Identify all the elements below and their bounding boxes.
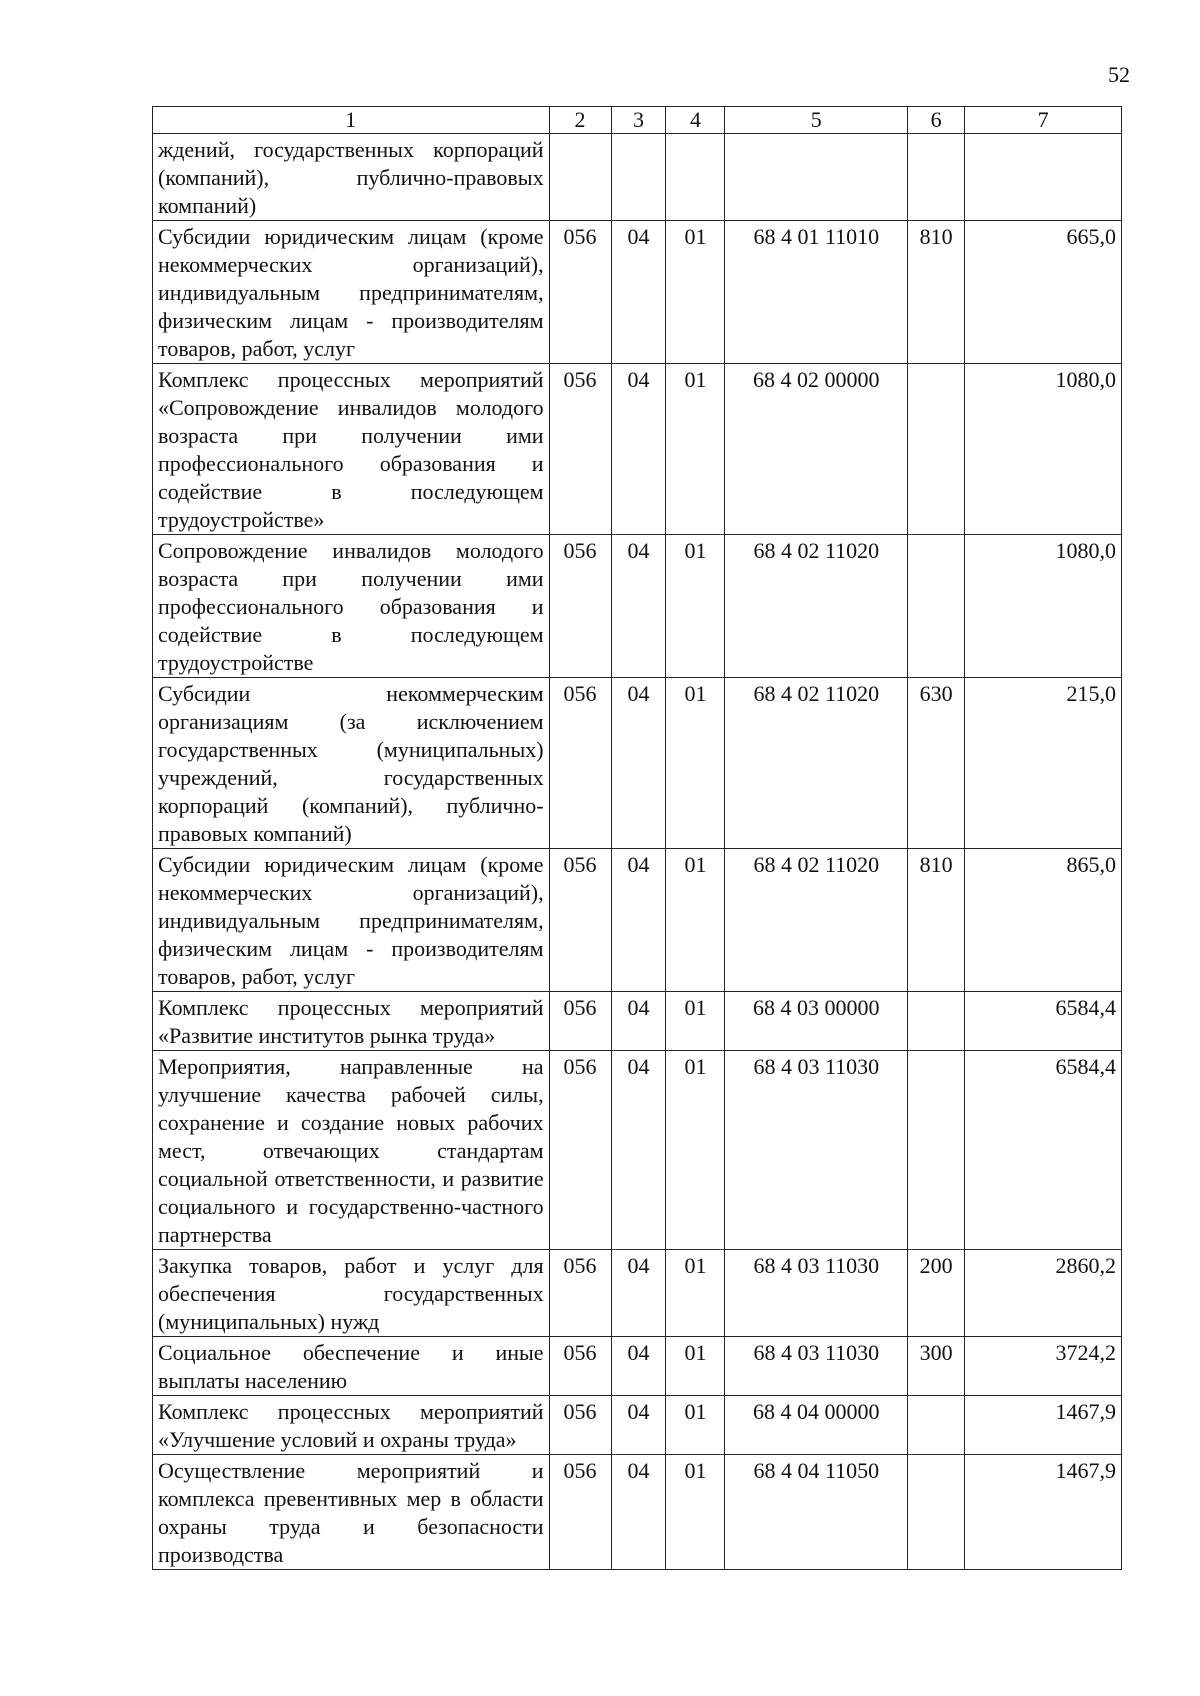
row-code-2: 056 (549, 992, 611, 1051)
row-code-6 (908, 1455, 965, 1570)
row-code-2: 056 (549, 678, 611, 849)
row-code-6 (908, 364, 965, 535)
row-code-4: 01 (666, 1337, 725, 1396)
table-row (153, 221, 1122, 364)
row-code-5: 68 4 04 00000 (725, 1396, 908, 1455)
row-code-4: 01 (666, 1051, 725, 1250)
header-col-4: 4 (666, 107, 725, 134)
row-code-3: 04 (611, 221, 666, 364)
row-code-3: 04 (611, 1051, 666, 1250)
header-col-3: 3 (611, 107, 666, 134)
row-code-3: 04 (611, 849, 666, 992)
row-code-6 (908, 1051, 965, 1250)
row-code-6: 630 (908, 678, 965, 849)
row-code-3: 04 (611, 1455, 666, 1570)
row-code-4 (666, 134, 725, 221)
row-name: Сопровождение инвалидов молодого возраста при получении ими профессионального образования и содействие в последующем трудоустройстве (153, 535, 550, 678)
row-code-5: 68 4 02 11020 (725, 535, 908, 678)
table-row (153, 1396, 1122, 1455)
row-code-4: 01 (666, 992, 725, 1051)
row-code-2: 056 (549, 1455, 611, 1570)
header-col-7: 7 (965, 107, 1122, 134)
row-amount (965, 134, 1122, 221)
row-name: Закупка товаров, работ и услуг для обеспечения государственных (муниципальных) нужд (153, 1250, 550, 1337)
header-col-5: 5 (725, 107, 908, 134)
row-name: Мероприятия, направленные на улучшение качества рабочей силы, сохранение и создание новых рабочих мест, отвечающих стандартам социальной ответственности, и развитие социального и государственно-частного партнерства (153, 1051, 550, 1250)
row-code-5: 68 4 02 11020 (725, 678, 908, 849)
table-row (153, 849, 1122, 992)
row-code-5: 68 4 03 00000 (725, 992, 908, 1051)
row-code-2 (549, 134, 611, 221)
row-amount: 1080,0 (965, 364, 1122, 535)
table-row (153, 678, 1122, 849)
row-code-2: 056 (549, 1396, 611, 1455)
row-name: Комплекс процессных мероприятий «Сопровождение инвалидов молодого возраста при получении ими профессионального образования и содействие в последующем трудоустройстве» (153, 364, 550, 535)
row-code-4: 01 (666, 364, 725, 535)
row-code-4: 01 (666, 1396, 725, 1455)
row-amount: 865,0 (965, 849, 1122, 992)
header-col-6: 6 (908, 107, 965, 134)
row-name: ждений, государственных корпораций (компаний), публично-правовых компаний) (153, 134, 550, 221)
header-col-2: 2 (549, 107, 611, 134)
row-code-6: 200 (908, 1250, 965, 1337)
row-name: Комплекс процессных мероприятий «Улучшение условий и охраны труда» (153, 1396, 550, 1455)
row-code-2: 056 (549, 1250, 611, 1337)
row-amount: 215,0 (965, 678, 1122, 849)
row-code-5: 68 4 02 11020 (725, 849, 908, 992)
page-number: 52 (1108, 62, 1130, 87)
row-code-3: 04 (611, 364, 666, 535)
row-amount: 1467,9 (965, 1455, 1122, 1570)
row-code-6 (908, 535, 965, 678)
row-name: Субсидии некоммерческим организациям (за исключением государственных (муниципальных) учреждений, государственных корпораций (компаний), публично-правовых компаний) (153, 678, 550, 849)
table-row (153, 134, 1122, 221)
row-name: Субсидии юридическим лицам (кроме некоммерческих организаций), индивидуальным предпринимателям, физическим лицам - производителям товаров, работ, услуг (153, 221, 550, 364)
row-code-4: 01 (666, 1455, 725, 1570)
row-code-3: 04 (611, 1337, 666, 1396)
row-code-2: 056 (549, 221, 611, 364)
row-amount: 6584,4 (965, 1051, 1122, 1250)
row-code-4: 01 (666, 678, 725, 849)
table-row (153, 1250, 1122, 1337)
row-code-5 (725, 134, 908, 221)
budget-table (152, 106, 1122, 1570)
row-name: Комплекс процессных мероприятий «Развитие институтов рынка труда» (153, 992, 550, 1051)
row-code-6 (908, 1396, 965, 1455)
row-code-4: 01 (666, 221, 725, 364)
table-header-row (153, 107, 1122, 134)
row-code-3 (611, 134, 666, 221)
row-amount: 665,0 (965, 221, 1122, 364)
row-code-2: 056 (549, 535, 611, 678)
row-code-3: 04 (611, 1396, 666, 1455)
table-row (153, 535, 1122, 678)
row-code-6 (908, 992, 965, 1051)
row-code-3: 04 (611, 535, 666, 678)
row-code-5: 68 4 04 11050 (725, 1455, 908, 1570)
row-code-6: 300 (908, 1337, 965, 1396)
row-code-4: 01 (666, 1250, 725, 1337)
table-row (153, 1455, 1122, 1570)
row-name: Субсидии юридическим лицам (кроме некоммерческих организаций), индивидуальным предпринимателям, физическим лицам - производителям товаров, работ, услуг (153, 849, 550, 992)
header-col-1: 1 (153, 107, 550, 134)
row-code-5: 68 4 03 11030 (725, 1337, 908, 1396)
row-amount: 3724,2 (965, 1337, 1122, 1396)
row-code-5: 68 4 03 11030 (725, 1051, 908, 1250)
row-code-5: 68 4 03 11030 (725, 1250, 908, 1337)
row-code-6: 810 (908, 849, 965, 992)
row-amount: 1080,0 (965, 535, 1122, 678)
row-code-5: 68 4 02 00000 (725, 364, 908, 535)
row-code-5: 68 4 01 11010 (725, 221, 908, 364)
row-name: Осуществление мероприятий и комплекса превентивных мер в области охраны труда и безопасности производства (153, 1455, 550, 1570)
row-amount: 2860,2 (965, 1250, 1122, 1337)
row-amount: 6584,4 (965, 992, 1122, 1051)
row-code-2: 056 (549, 1051, 611, 1250)
table-row (153, 364, 1122, 535)
row-name: Социальное обеспечение и иные выплаты населению (153, 1337, 550, 1396)
row-code-3: 04 (611, 1250, 666, 1337)
row-code-2: 056 (549, 1337, 611, 1396)
row-code-2: 056 (549, 849, 611, 992)
row-code-2: 056 (549, 364, 611, 535)
row-code-4: 01 (666, 535, 725, 678)
row-code-4: 01 (666, 849, 725, 992)
table-row (153, 992, 1122, 1051)
row-code-3: 04 (611, 992, 666, 1051)
table-row (153, 1337, 1122, 1396)
row-code-6 (908, 134, 965, 221)
table-row (153, 1051, 1122, 1250)
row-amount: 1467,9 (965, 1396, 1122, 1455)
row-code-3: 04 (611, 678, 666, 849)
row-code-6: 810 (908, 221, 965, 364)
